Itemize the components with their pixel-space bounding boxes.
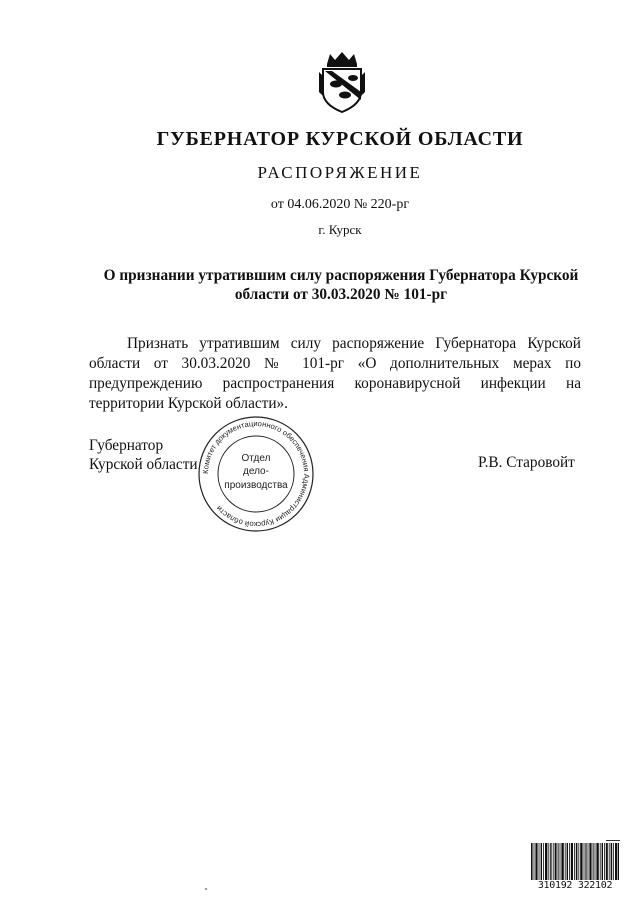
stamp-line-2: дело-: [243, 466, 269, 477]
stamp-line-3: производства: [224, 480, 288, 491]
authority-title: ГУБЕРНАТОР КУРСКОЙ ОБЛАСТИ: [156, 128, 524, 150]
signatory-name: Р.В. Старовойт: [478, 454, 575, 471]
office-stamp: [196, 414, 316, 534]
signatory-title-line-2: Курской области: [89, 456, 198, 473]
stamp-line-1: Отдел: [241, 453, 271, 464]
coat-of-arms-icon: [317, 50, 367, 114]
signatory-title-line-1: Губернатор: [89, 437, 164, 454]
stamp-ring-textpath: Комитет документационного обеспечения Администрации Курской области: [200, 418, 312, 530]
subject-line-1: О признании утратившим силу распоряжения Губернатора Курской: [103, 267, 579, 284]
scan-speck: [205, 888, 207, 890]
signatory-title: [89, 436, 198, 474]
barcode-number: 310192 322102: [530, 880, 620, 891]
subject-line-2: области от 30.03.2020 № 101-рг: [234, 286, 448, 303]
document-subject: [96, 266, 586, 304]
document-body: Признать утратившим силу распоряжение Губернатора Курской области от 30.03.2020 № 101-рг «О дополнительных мерах по предупреждению распространения коронавирусной инфекции на территории Курской области».: [89, 335, 581, 412]
document-date-number: от 04.06.2020 № 220-рг: [270, 197, 410, 212]
barcode-mark: [606, 840, 620, 841]
document-city: г. Курск: [318, 222, 362, 237]
document-type: РАСПОРЯЖЕНИЕ: [257, 163, 423, 182]
